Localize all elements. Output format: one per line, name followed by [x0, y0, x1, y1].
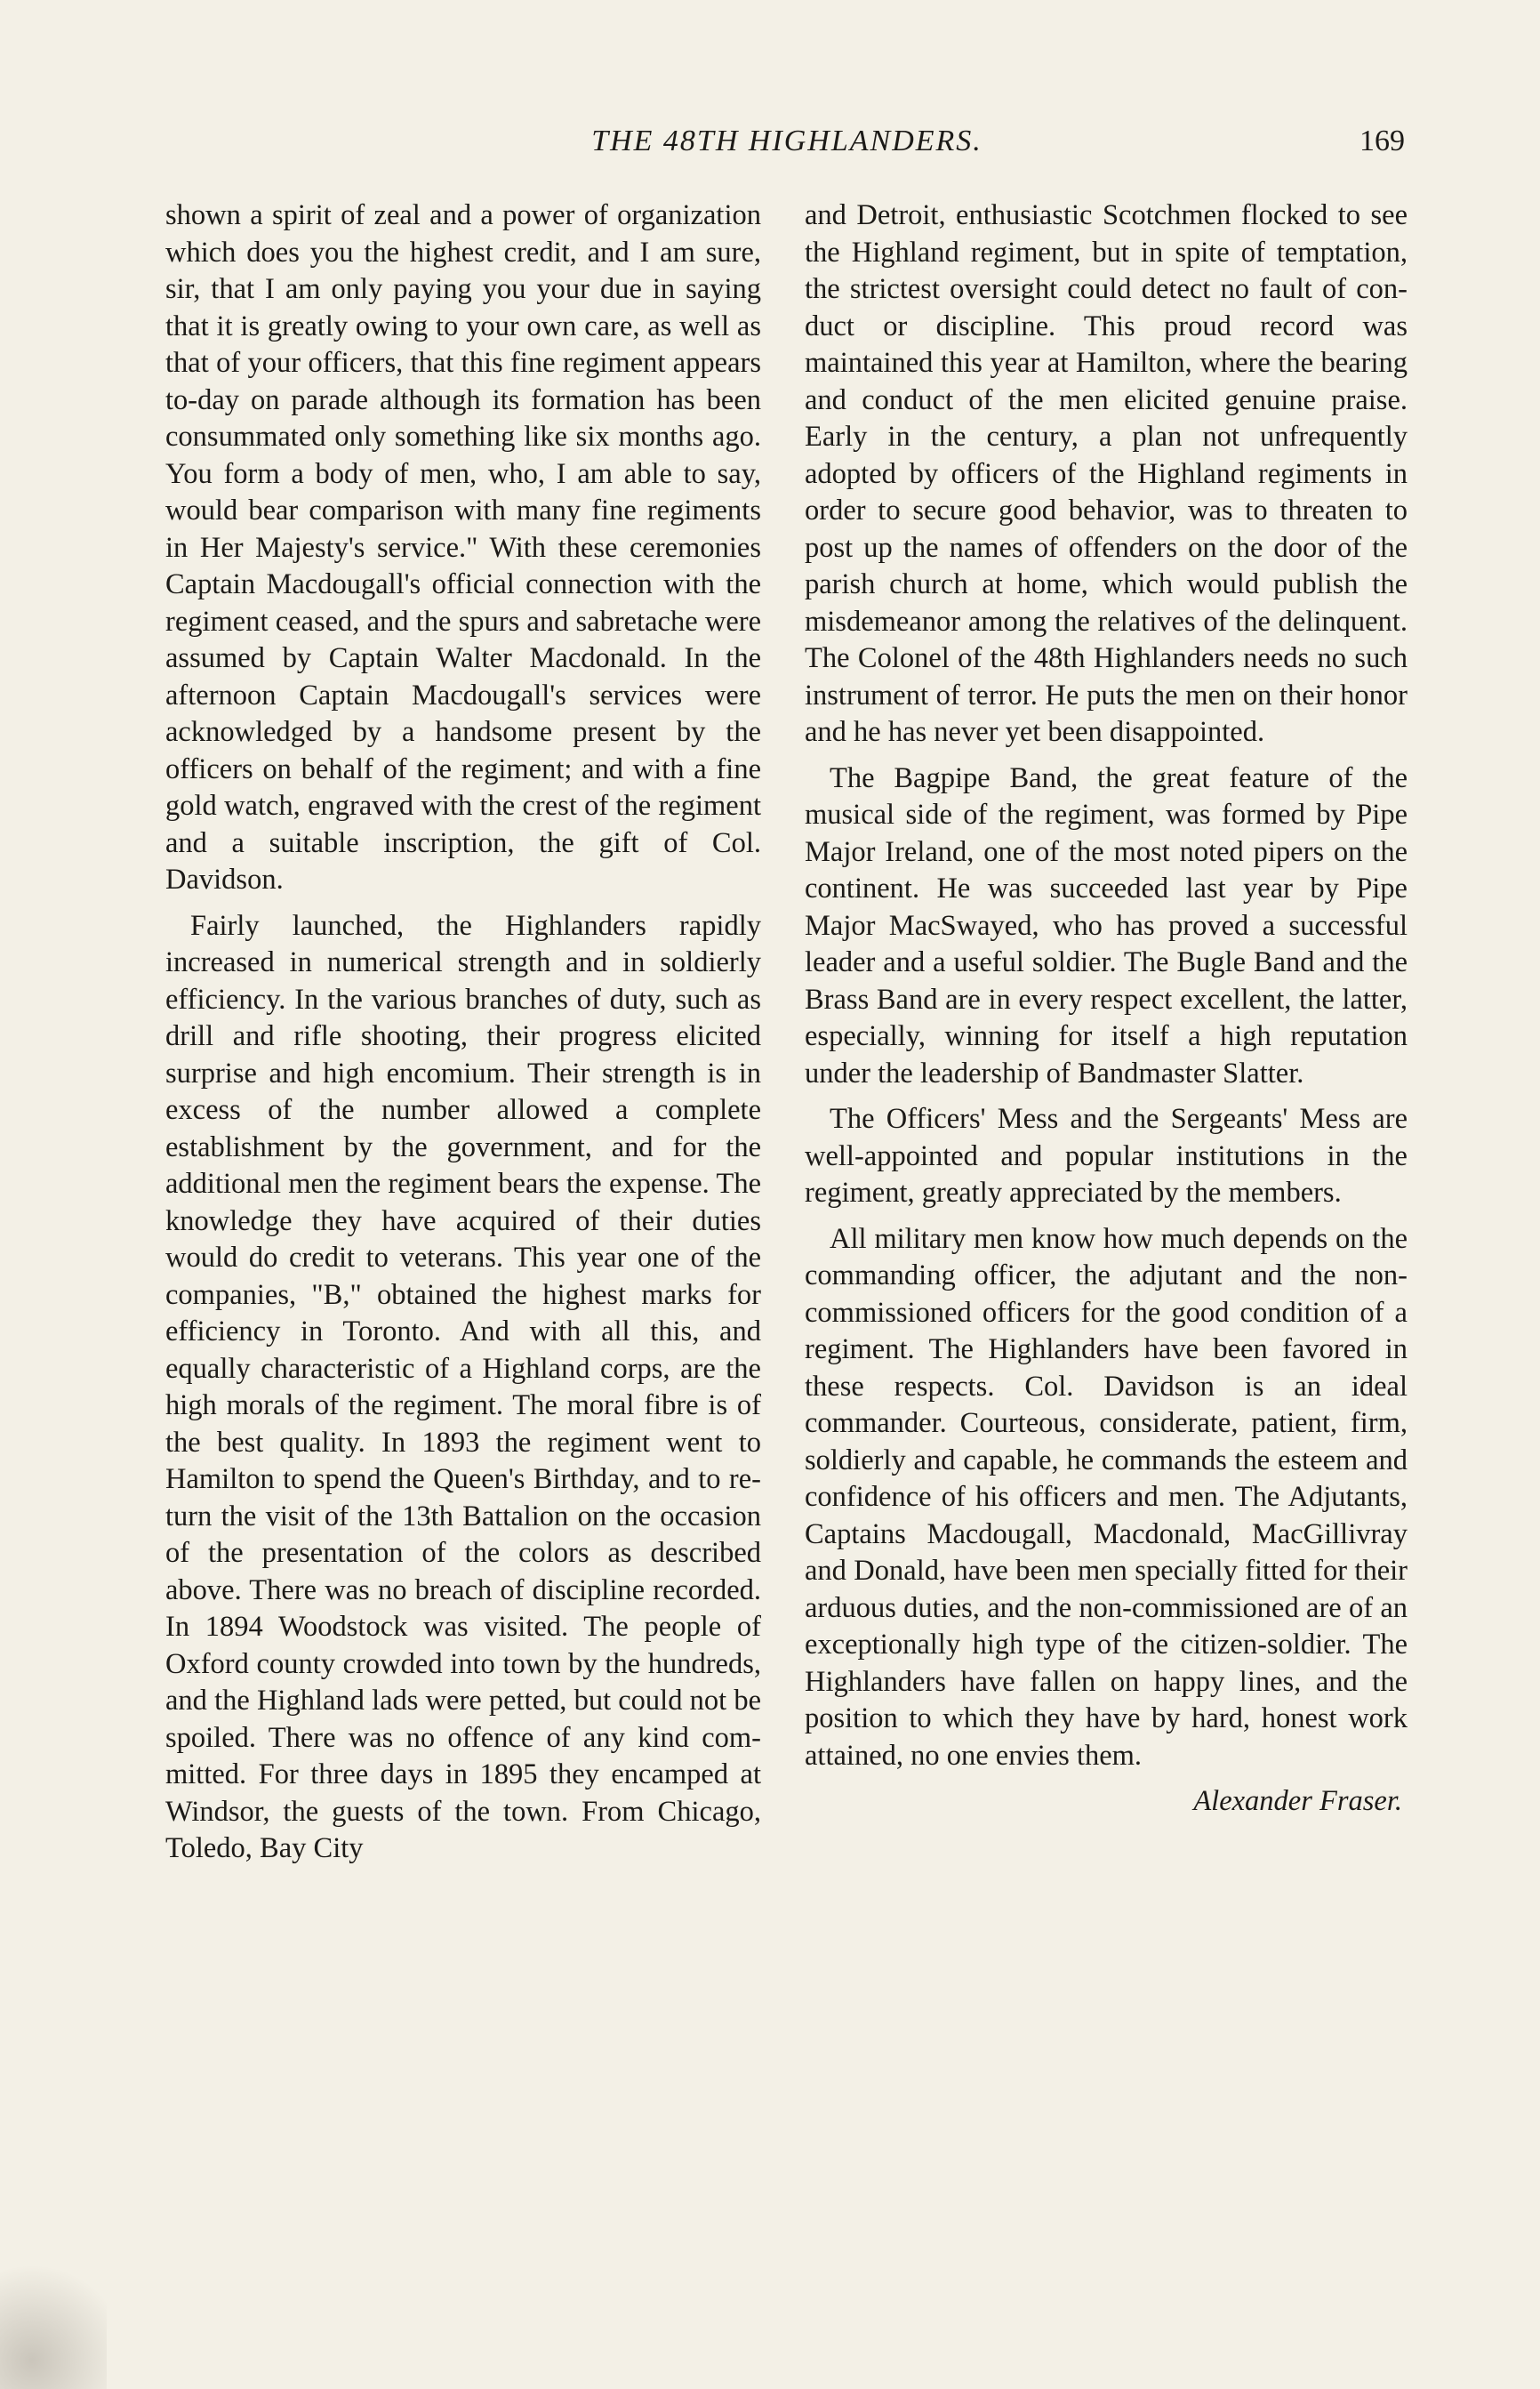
paragraph: The Bagpipe Band, the great feature of the musical side of the regiment, was formed by Pipe Major Ireland, one of the most noted pipers on the continent. He was succeeded last year by Pipe Major MacSwayed, who has proved a successful leader and a useful soldier. The Bugle Band and the Brass Band are in every respect excellent, the latter, especially, winning for itself a high reputation under the leadership of Bandmaster Slatter. — [805, 761, 1408, 1090]
author-signature: Alexander Fraser. — [1193, 1785, 1402, 1817]
paragraph: shown a spirit of zeal and a power of organization which does you the highest credit, and I am sure, sir, that I am only paying you your due in saying that it is greatly owing to your own care, as well as that of your officers, that this fine regiment appears to-day on parade although its formation has been consummated only something like six months ago. You form a body of men, who, I am able to say, would bear comparison with many fine regiments in Her Majesty's service." With these ceremonies Captain Macdougall's official connection with the regiment ceased, and the spurs and sabretache were assumed by Captain Walter Macdonald. In the afternoon Captain Macdougall's services were acknowledged by a handsome present by the officers on behalf of the regiment; and with a fine gold watch, engraved with the crest of the regiment and a suitable inscription, the gift of Col. Davidson. — [165, 199, 761, 896]
running-head: THE 48TH HIGHLANDERS. — [591, 125, 983, 157]
page-number: 169 — [1360, 125, 1405, 157]
right-column — [805, 197, 1408, 1821]
paragraph: All military men know how much depends on the commanding officer, the adjutant and the non-commissioned officers for the good condition of a regiment. The Highlanders have been favored in these respects. Col. Davidson is an ideal commander. Courteous, considerate, patient, firm, soldierly and capable, he commands the esteem and confidence of his officers and men. The Adjutants, Captains Macdougall, Macdonald, MacGillivray and Donald, have been men specially fitted for their arduous duties, and the non-commissioned are of an exceptionally high type of the citizen-soldier. The Highlanders have fallen on happy lines, and the position to which they have by hard, honest work attained, no one envies them. — [805, 1222, 1408, 1772]
left-column — [165, 197, 761, 1877]
paragraph: Fairly launched, the Highlanders rapidly increased in numerical strength and in soldierly efficiency. In the various branches of duty, such as drill and rifle shooting, their progress elicited surprise and high encomium. Their strength is in excess of the number allowed a complete establishment by the government, and for the additional men the regiment bears the expense. The knowledge they have acquired of their duties would do credit to veterans. This year one of the companies, "B," obtained the highest marks for efficiency in Toronto. And with all this, and equally characteristic of a Highland corps, are the high morals of the regiment. The moral fibre is of the best quality. In 1893 the regiment went to Hamilton to spend the Queen's Birthday, and to return the visit of the 13th Battalion on the occasion of the presentation of the colors as described above. There was no breach of discipline recorded. In 1894 Woodstock was visited. The people of Oxford county crowded into town by the hundreds, and the Highland lads were petted, but could not be spoiled. There was no offence of any kind committed. For three days in 1895 they encamped at Windsor, the guests of the town. From Chicago, Toledo, Bay City — [165, 909, 761, 1864]
paper-speckle — [0, 2247, 107, 2389]
page-header — [169, 125, 1405, 169]
paragraph: and Detroit, enthusiastic Scotchmen flocked to see the Highland regiment, but in spite of temptation, the strictest oversight could detect no fault of conduct or discipline. This proud record was maintained this year at Hamilton, where the bearing and conduct of the men elicited genuine praise. Early in the century, a plan not unfrequently adopted by officers of the Highland regiments in order to secure good behavior, was to threaten to post up the names of offenders on the door of the parish church at home, which would publish the misdemeanor among the relatives of the delinquent. The Colonel of the 48th Highlanders needs no such instrument of terror. He puts the men on their honor and he has never yet been disappointed. — [805, 199, 1408, 748]
paragraph: The Officers' Mess and the Sergeants' Mess are well-appointed and popular institutions in the regiment, greatly appreciated by the members. — [805, 1103, 1408, 1209]
